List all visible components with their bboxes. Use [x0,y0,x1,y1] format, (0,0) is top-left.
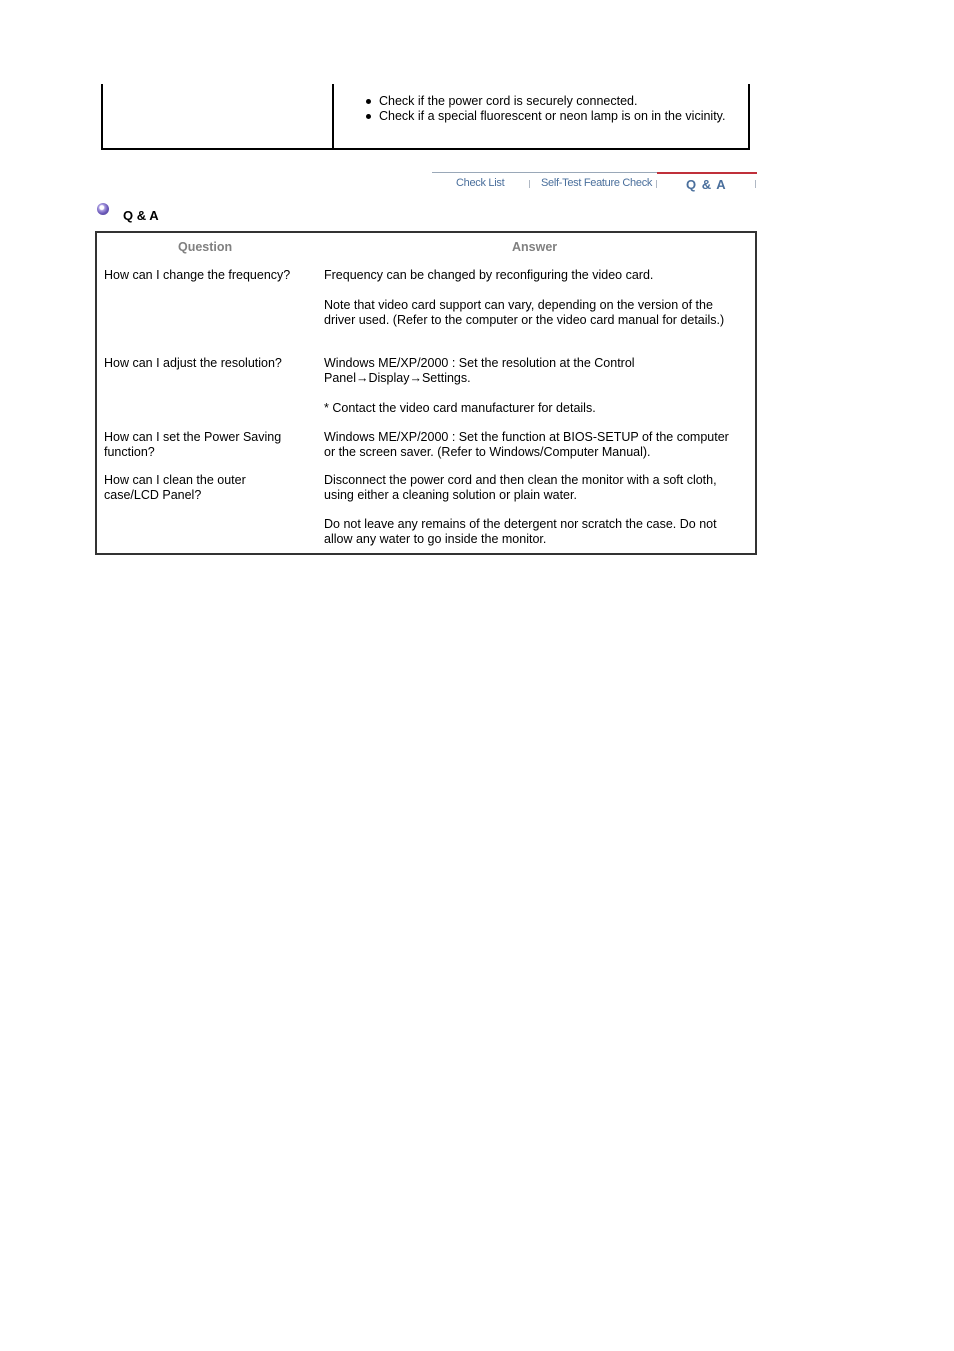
answer-cell: Frequency can be changed by reconfiguring the video card. [324,268,654,282]
nav-link-self-test[interactable]: Self-Test Feature Check [541,177,653,189]
section-bullet-icon [97,203,109,215]
question-column-header: Question [178,240,233,254]
question-cell: How can I clean the outer case/LCD Panel? [104,473,246,502]
list-item: Check if a special fluorescent or neon lamp is on in the vicinity. [364,109,734,124]
answer-column-header: Answer [512,240,558,254]
nav-separator [755,180,756,188]
table-column-divider [332,84,334,150]
troubleshoot-checklist [364,94,734,124]
question-cell: How can I change the frequency? [104,268,291,282]
nav-link-qa[interactable]: Q & A [686,177,727,192]
answer-cell: Windows ME/XP/2000 : Set the resolution at the Control Panel→Display→Settings. [324,356,635,385]
nav-active-indicator [657,172,757,174]
answer-cell: Do not leave any remains of the detergent nor scratch the case. Do not allow any water to go inside the monitor. [324,517,717,546]
nav-separator [529,180,530,188]
nav-link-check-list[interactable]: Check List [456,177,505,189]
question-cell: How can I adjust the resolution? [104,356,282,370]
list-item: Check if the power cord is securely connected. [364,94,734,109]
nav-separator [656,180,657,188]
section-title: Q & A [123,208,159,223]
answer-cell: Note that video card support can vary, depending on the version of the driver used. (Refer to the computer or the video card manual for details.) [324,298,725,327]
answer-cell: Windows ME/XP/2000 : Set the function at BIOS-SETUP of the computer or the screen saver. (Refer to Windows/Computer Manual). [324,430,729,459]
question-cell: How can I set the Power Saving function? [104,430,282,459]
answer-cell: * Contact the video card manufacturer for details. [324,401,596,415]
answer-cell: Disconnect the power cord and then clean the monitor with a soft cloth, using either a cleaning solution or plain water. [324,473,717,502]
nav-divider-line [432,172,657,173]
